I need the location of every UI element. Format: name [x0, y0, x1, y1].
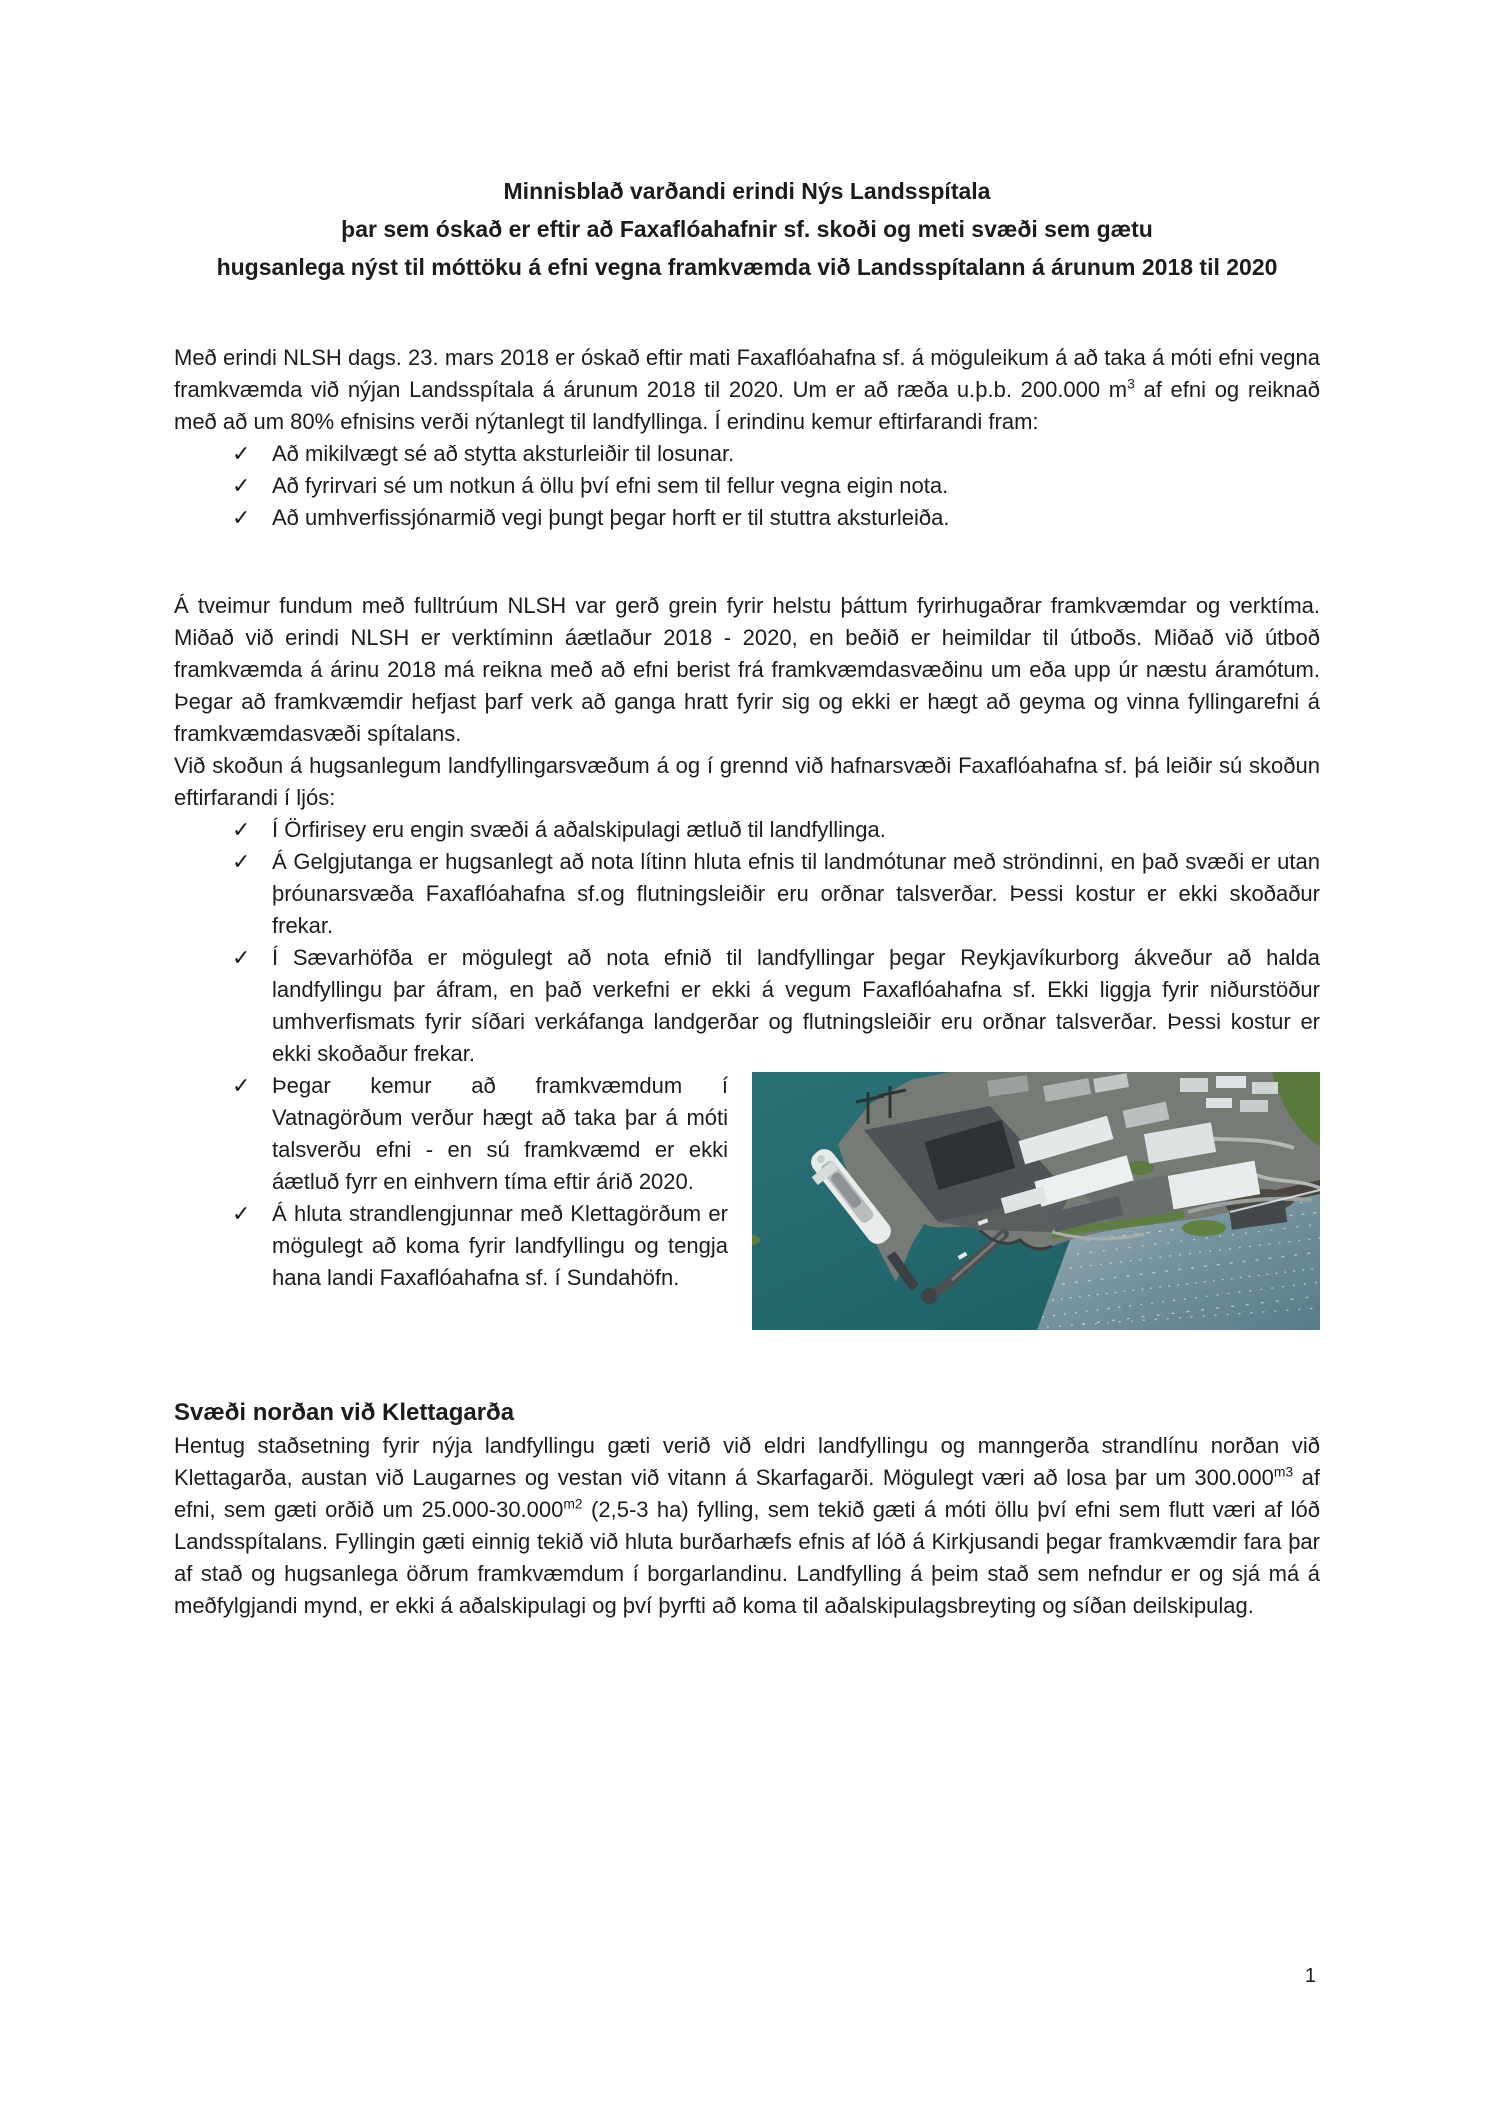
title-line-2: þar sem óskað er eftir að Faxaflóahafnir sf. skoði og meti svæði sem gætu [341, 216, 1153, 242]
intro-text-1: Með erindi NLSH dags. 23. mars 2018 er óskað eftir mati Faxaflóahafna sf. á möguleikum á að taka á móti efni vegna framkvæmda við nýjan Landsspítala á árunum 2018 til 2020. Um er að ræða u.þ.b. 200.000 m [174, 345, 1320, 402]
superscript-m3: m3 [1273, 1463, 1294, 1480]
list-item-text: Að fyrirvari sé um notkun á öllu því efni sem til fellur vegna eigin nota. [272, 473, 949, 498]
checkmark-icon: ✓ [232, 1073, 251, 1098]
sites-checklist [174, 814, 1320, 1070]
checkmark-icon: ✓ [232, 945, 251, 970]
checkmark-icon: ✓ [232, 849, 251, 874]
list-item-text: Þegar kemur að framkvæmdum í Vatnagörðum verður hægt að taka þar á móti talsverðu efni - en sú framkvæmd er ekki áætluð fyrr en einhvern tíma eftir árið 2020. [272, 1073, 728, 1194]
intro-checklist [174, 438, 1320, 534]
section-text-1: Hentug staðsetning fyrir nýja landfyllingu gæti verið við eldri landfyllingu og manngerða strandlínu norðan við Klettagarða, austan við Laugarnes og vestan við vitann á Skarfagarði. Mögulegt væri að losa þar um 300.000 [174, 1433, 1320, 1490]
list-item [174, 438, 1320, 470]
list-item [174, 502, 1320, 534]
inspection-paragraph: Við skoðun á hugsanlegum landfyllingarsvæðum á og í grennd við hafnarsvæði Faxaflóahafna sf. þá leiðir sú skoðun eftirfarandi í ljós: [174, 753, 1320, 810]
list-item-text: Á hluta strandlengjunnar með Klettagörðum er mögulegt að koma fyrir landfyllingu og tengja hana landi Faxaflóahafna sf. í Sundahöfn. [272, 1201, 728, 1290]
superscript-cubic: 3 [1127, 375, 1135, 392]
list-item [174, 846, 1320, 942]
checkmark-icon: ✓ [232, 505, 251, 530]
list-item [174, 1070, 1320, 1198]
intro-text-2: af efni og reiknað með að um 80% efnisins verði nýtanlegt til landfyllinga. Í erindinu kemur eftirfarandi fram: [174, 377, 1320, 434]
meetings-paragraph: Á tveimur fundum með fulltrúum NLSH var gerð grein fyrir helstu þáttum fyrirhugaðrar framkvæmdar og verktíma. Miðað við erindi NLSH er verktíminn áætlaður 2018 - 2020, en beðið er heimildar til útboðs. Miðað við útboð framkvæmda á árinu 2018 má reikna með að efni berist frá framkvæmdasvæðinu um eða upp úr næstu áramótum. Þegar að framkvæmdir hefjast þarf verk að ganga hratt fyrir sig og ekki er hægt að geyma og vinna fyllingarefni á framkvæmdasvæði spítalans. [174, 593, 1320, 746]
sites-checklist-continued [174, 1070, 1320, 1294]
title-line-3: hugsanlega nýst til móttöku á efni vegna framkvæmda við Landsspítalann á árunum 2018 til 2020 [216, 254, 1278, 280]
section-text-2: af efni, sem gæti orðið um 25.000-30.000 [174, 1465, 1320, 1522]
checkmark-icon: ✓ [232, 441, 251, 466]
intro-paragraph [174, 342, 1320, 438]
superscript-m2: m2 [563, 1495, 583, 1512]
list-item [174, 470, 1320, 502]
document-title [174, 172, 1320, 286]
section-heading: Svæði norðan við Klettagarða [174, 1399, 515, 1426]
list-item-text: Í Sævarhöfða er mögulegt að nota efnið til landfyllingar þegar Reykjavíkurborg ákveður að halda landfyllingu þar áfram, en það verkefni er ekki á vegum Faxaflóahafna sf. Ekki liggja fyrir niðurstöður umhverfismats fyrir síðari verkáfanga landgerðar og flutningsleiðir eru orðnar talsverðar. Þessi kostur er ekki skoðaður frekar. [272, 945, 1320, 1066]
section-text-3: (2,5-3 ha) fylling, sem tekið gæti á móti öllu því efni sem flutt væri af lóð Landsspítalans. Fyllingin gæti einnig tekið við hluta burðarhæfs efnis af lóð á Kirkjusandi þegar framkvæmdir fara þar af stað og hugsanlega öðrum framkvæmdum í borgarlandinu. Landfylling á þeim stað sem nefndur er og sjá má á meðfylgjandi mynd, er ekki á aðalskipulagi og því þyrfti að koma til aðalskipulagsbreyting og síðan deilskipulag. [174, 1497, 1320, 1618]
klettagardar-paragraph [174, 1430, 1320, 1622]
title-line-1: Minnisblað varðandi erindi Nýs Landsspítala [503, 178, 991, 204]
checkmark-icon: ✓ [232, 817, 251, 842]
list-item [174, 942, 1320, 1070]
list-item-text: Á Gelgjutanga er hugsanlegt að nota lítinn hluta efnis til landmótunar með ströndinni, en það svæði er utan þróunarsvæða Faxaflóahafna sf.og flutningsleiðir eru orðnar talsverðar. Þessi kostur er ekki skoðaður frekar. [272, 849, 1320, 938]
list-item-text: Í Örfirisey eru engin svæði á aðalskipulagi ætluð til landfyllinga. [272, 817, 886, 842]
list-item-text: Að umhverfissjónarmið vegi þungt þegar horft er til stuttra aksturleiða. [272, 505, 950, 530]
list-item [174, 814, 1320, 846]
photo-section [174, 1070, 1320, 1338]
list-item-text: Að mikilvægt sé að stytta aksturleiðir til losunar. [272, 441, 735, 466]
page-number: 1 [1304, 1965, 1316, 1987]
checkmark-icon: ✓ [232, 473, 251, 498]
list-item [174, 1198, 1320, 1294]
checkmark-icon: ✓ [232, 1201, 251, 1226]
